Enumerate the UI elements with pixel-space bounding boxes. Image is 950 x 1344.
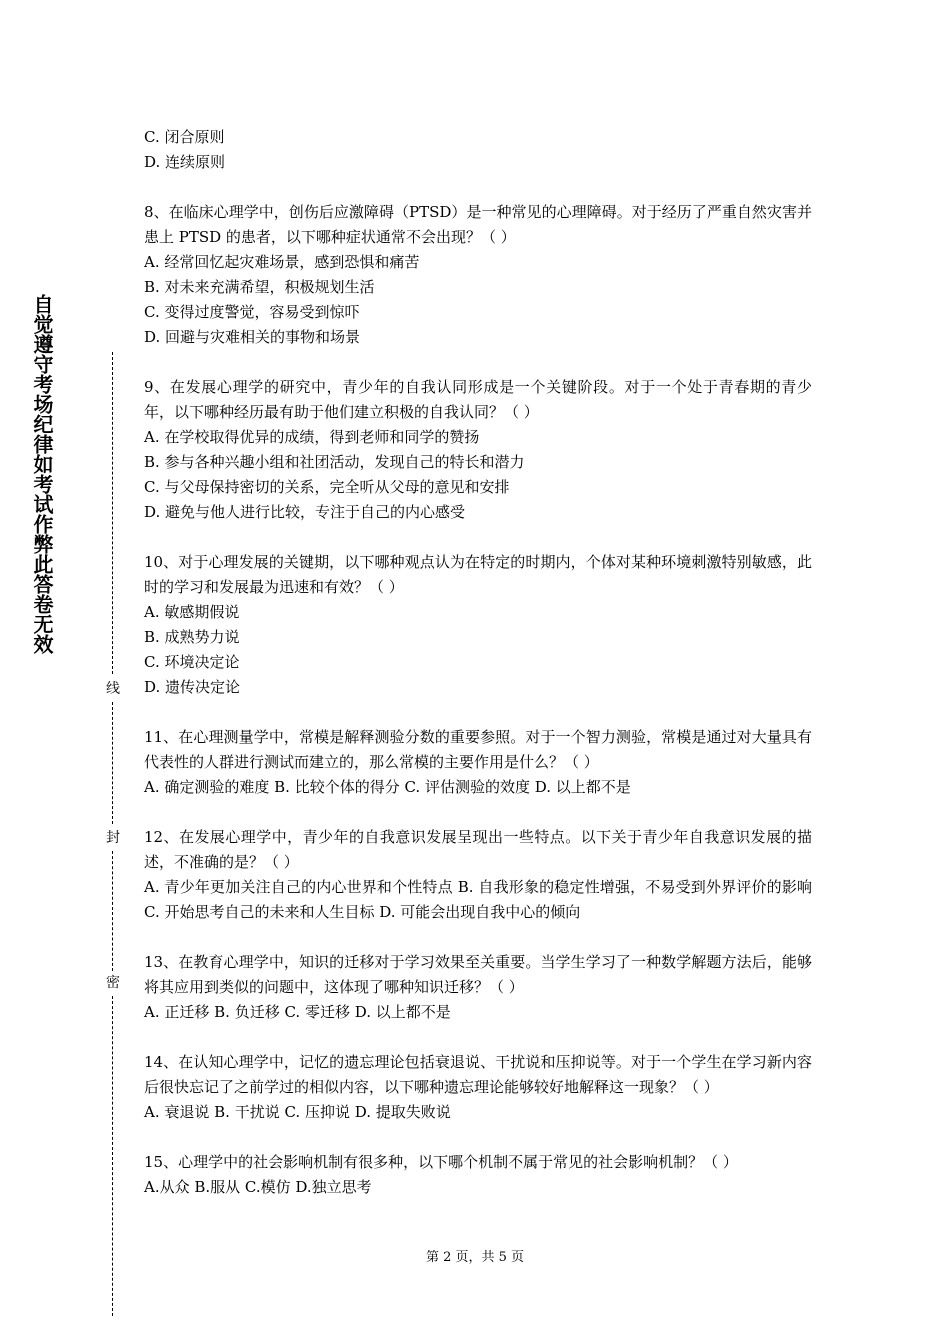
question-13 [144, 950, 812, 1025]
options-line: A.从众 B.服从 C.模仿 D.独立思考 [144, 1178, 372, 1196]
option-d: D. 连续原则 [144, 153, 226, 171]
question-stem: 14、在认知心理学中，记忆的遗忘理论包括衰退说、干扰说和压抑说等。对于一个学生在学习新内容后很快忘记了之前学过的相似内容，以下哪种遗忘理论能够较好地解释这一现象？（ ） [144, 1053, 812, 1096]
option-c: C. 与父母保持密切的关系，完全听从父母的意见和安排 [144, 478, 510, 496]
question-10 [144, 550, 812, 700]
binding-line [112, 851, 113, 971]
question-12 [144, 825, 812, 925]
binding-label-secret: 密 [106, 975, 120, 991]
option-c: C. 闭合原则 [144, 128, 225, 146]
question-14 [144, 1050, 812, 1125]
option-d: D. 回避与灾难相关的事物和场景 [144, 328, 361, 346]
binding-label-seal: 封 [106, 830, 120, 846]
binding-line [112, 996, 113, 1316]
option-a: A. 在学校取得优异的成绩，得到老师和同学的赞扬 [144, 428, 480, 446]
option-d: D. 遗传决定论 [144, 678, 241, 696]
option-d: D. 避免与他人进行比较，专注于自己的内心感受 [144, 503, 466, 521]
option-b: B. 成熟势力说 [144, 628, 240, 646]
option-c: C. 环境决定论 [144, 653, 240, 671]
question-stem: 13、在教育心理学中，知识的迁移对于学习效果至关重要。当学生学习了一种数学解题方法后，能够将其应用到类似的问题中，这体现了哪种知识迁移？（ ） [144, 953, 812, 996]
question-stem: 11、在心理测量学中，常模是解释测验分数的重要参照。对于一个智力测验，常模是通过对大量具有代表性的人群进行测试而建立的，那么常模的主要作用是什么？（ ） [144, 728, 812, 771]
question-stem: 12、在发展心理学中，青少年的自我意识发展呈现出一些特点。以下关于青少年自我意识发展的描述，不准确的是？（ ） [144, 828, 812, 871]
exam-rules-notice: 自觉遵守考场纪律如考试作弊此答卷无效 [30, 294, 54, 654]
question-7-continued [144, 125, 812, 175]
binding-label-line: 线 [106, 681, 120, 697]
options-line: A. 青少年更加关注自己的内心世界和个性特点 B. 自我形象的稳定性增强，不易受到外界评价的影响 C. 开始思考自己的未来和人生目标 D. 可能会出现自我中心的倾向 [144, 878, 812, 921]
question-11 [144, 725, 812, 800]
options-line: A. 确定测验的难度 B. 比较个体的得分 C. 评估测验的效度 D. 以上都不是 [144, 778, 631, 796]
question-stem: 15、心理学中的社会影响机制有很多种，以下哪个机制不属于常见的社会影响机制？（ ） [144, 1153, 738, 1171]
question-stem: 10、对于心理发展的关键期，以下哪种观点认为在特定的时期内，个体对某种环境刺激特别敏感，此时的学习和发展最为迅速和有效？（ ） [144, 553, 812, 596]
options-line: A. 正迁移 B. 负迁移 C. 零迁移 D. 以上都不是 [144, 1003, 451, 1021]
question-stem: 8、在临床心理学中，创伤后应激障碍（PTSD）是一种常见的心理障碍。对于经历了严重自然灾害并患上 PTSD 的患者，以下哪种症状通常不会出现？（ ） [144, 203, 812, 246]
question-15 [144, 1150, 812, 1200]
page-number: 第 2 页，共 5 页 [425, 1250, 525, 1265]
question-8 [144, 200, 812, 350]
binding-line [112, 702, 113, 824]
option-b: B. 对未来充满希望，积极规划生活 [144, 278, 375, 296]
options-line: A. 衰退说 B. 干扰说 C. 压抑说 D. 提取失败说 [144, 1103, 451, 1121]
option-a: A. 经常回忆起灾难场景，感到恐惧和痛苦 [144, 253, 420, 271]
question-content [144, 125, 812, 1225]
binding-line [112, 352, 113, 674]
option-a: A. 敏感期假说 [144, 603, 240, 621]
question-9 [144, 375, 812, 525]
option-b: B. 参与各种兴趣小组和社团活动，发现自己的特长和潜力 [144, 453, 525, 471]
question-stem: 9、在发展心理学的研究中，青少年的自我认同形成是一个关键阶段。对于一个处于青春期的青少年，以下哪种经历最有助于他们建立积极的自我认同？（ ） [144, 378, 812, 421]
option-c: C. 变得过度警觉，容易受到惊吓 [144, 303, 360, 321]
